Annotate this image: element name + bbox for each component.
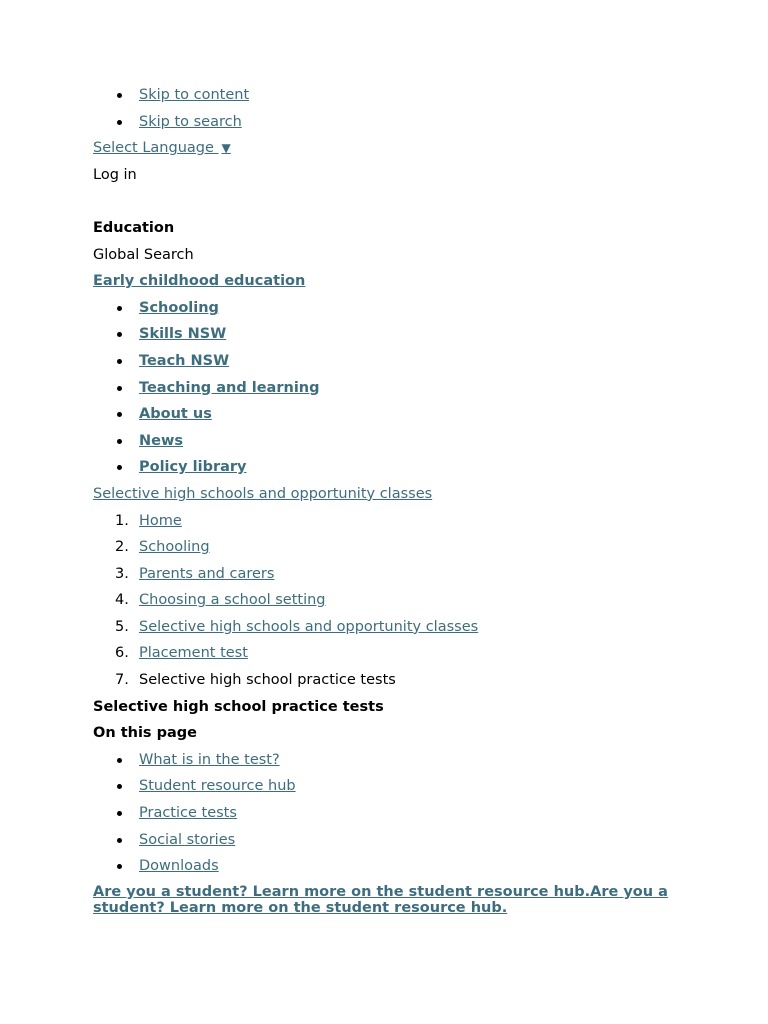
breadcrumb-item [93,640,693,667]
breadcrumb-number: 2. [115,539,129,556]
nav-teaching-learning-link[interactable]: Teaching and learning [139,379,320,396]
bullet-dot [117,386,122,391]
bullet-dot [117,120,122,125]
main-nav-item [93,454,693,481]
main-nav-item [93,348,693,375]
nav-schooling-link[interactable]: Schooling [139,299,219,316]
section-link-row [93,481,693,508]
breadcrumb-selective-link[interactable]: Selective high schools and opportunity classes [139,618,479,635]
breadcrumb-number: 7. [115,672,129,689]
breadcrumb-home-link[interactable]: Home [139,512,182,529]
anchor-social-stories-link[interactable]: Social stories [139,831,236,848]
bullet-dot [117,758,122,763]
nav-news-link[interactable]: News [139,432,183,449]
site-title: Education [93,219,175,236]
student-hub-cta-link[interactable]: Are you a student? Learn more on the student resource hub.Are you a student? Learn more on the student resource hub. [93,883,668,917]
breadcrumb-item [93,534,693,561]
breadcrumb-number: 1. [115,512,129,529]
select-language-link[interactable] [93,140,231,156]
breadcrumb-choosing-link[interactable]: Choosing a school setting [139,592,326,609]
main-nav-item [93,295,693,322]
breadcrumb-item [93,587,693,614]
section-selective-link[interactable]: Selective high schools and opportunity classes [93,485,433,502]
on-this-page-item [93,773,693,800]
main-nav-item [93,401,693,428]
spacer [93,188,693,215]
skip-link-item [93,82,693,109]
anchor-student-hub-link[interactable]: Student resource hub [139,778,296,795]
bullet-dot [117,412,122,417]
nav-teach-nsw-link[interactable]: Teach NSW [139,352,230,369]
bullet-dot [117,784,122,789]
on-this-page-item [93,747,693,774]
skip-link-item [93,109,693,136]
breadcrumb-item [93,614,693,641]
nav-early-childhood-link[interactable]: Early childhood education [93,273,306,290]
on-this-page-item [93,853,693,880]
main-nav-item [93,428,693,455]
breadcrumb-parents-link[interactable]: Parents and carers [139,565,275,582]
main-nav-item [93,321,693,348]
bullet-dot [117,359,122,364]
breadcrumb-number: 5. [115,618,129,635]
breadcrumb-item [93,508,693,535]
anchor-practice-tests-link[interactable]: Practice tests [139,805,237,822]
bullet-dot [117,465,122,470]
breadcrumb-number: 6. [115,645,129,662]
anchor-downloads-link[interactable]: Downloads [139,858,219,875]
breadcrumb-schooling-link[interactable]: Schooling [139,539,210,556]
breadcrumb-current: Selective high school practice tests [139,672,396,689]
global-search[interactable]: Global Search [93,246,194,263]
on-this-page-item [93,800,693,827]
bullet-dot [117,811,122,816]
bullet-dot [117,838,122,843]
on-this-page-heading: On this page [93,725,197,742]
breadcrumb-placement-link[interactable]: Placement test [139,645,248,662]
page [93,82,693,917]
breadcrumb [93,508,693,694]
breadcrumb-item [93,667,693,694]
on-this-page-list [93,747,693,880]
bullet-dot [117,306,122,311]
bullet-dot [117,332,122,337]
on-this-page-item [93,827,693,854]
main-nav [93,295,693,481]
breadcrumb-number: 4. [115,592,129,609]
main-nav-item [93,375,693,402]
skip-to-search-link[interactable]: Skip to search [139,113,242,130]
student-hub-cta [93,880,673,917]
main-nav-first [93,268,693,295]
bullet-dot [117,439,122,444]
breadcrumb-number: 3. [115,565,129,582]
bullet-dot [117,864,122,869]
page-title: Selective high school practice tests [93,698,384,715]
select-language-label: Select Language [93,140,214,157]
login-link[interactable]: Log in [93,166,137,183]
breadcrumb-item [93,561,693,588]
caret-down-icon: ▼ [221,141,231,156]
anchor-what-is-in-test-link[interactable]: What is in the test? [139,751,280,768]
nav-skills-nsw-link[interactable]: Skills NSW [139,326,227,343]
nav-about-us-link[interactable]: About us [139,406,212,423]
skip-to-content-link[interactable]: Skip to content [139,87,250,103]
skip-links [93,82,693,135]
nav-policy-library-link[interactable]: Policy library [139,459,247,476]
language-selector [93,135,693,162]
bullet-dot [117,93,122,98]
